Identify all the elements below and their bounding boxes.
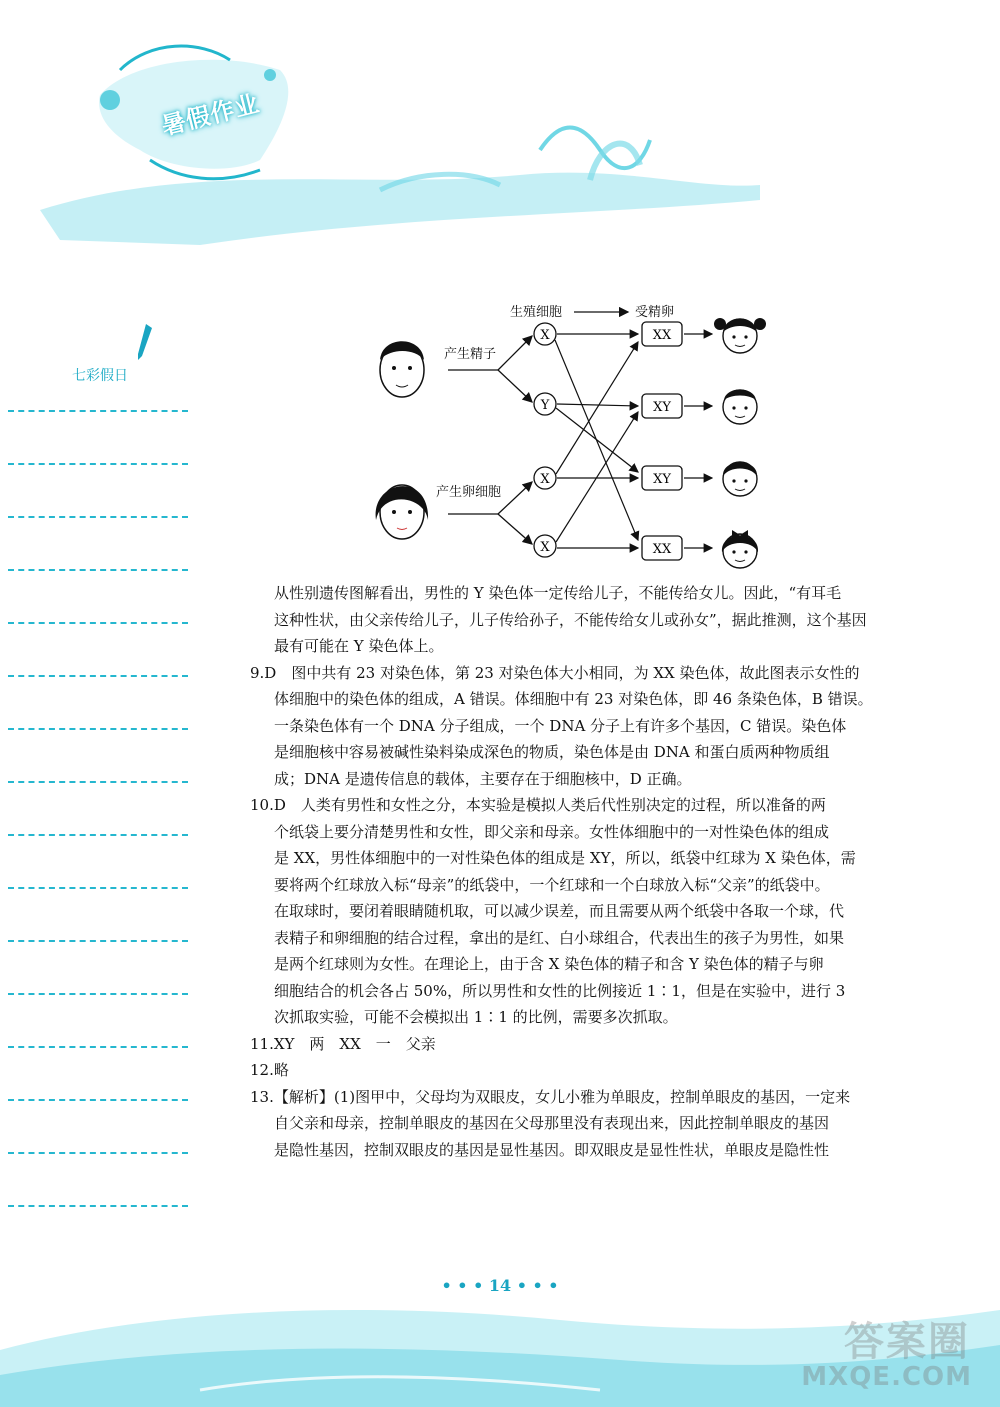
answer-13-line: 自父亲和母亲，控制单眼皮的基因在父母那里没有表现出来，因此控制单眼皮的基因 xyxy=(274,1114,830,1132)
answer-13-line: 是隐性基因，控制双眼皮的基因是显性基因。即双眼皮是显性性状，单眼皮是隐性性 xyxy=(274,1140,830,1159)
answer-10-line: 细胞结合的机会各占 50%，所以男性和女性的比例接近 1∶1，但是在实验中，进行 3 xyxy=(274,981,846,1000)
germ-cell xyxy=(534,535,556,557)
note-line xyxy=(8,781,188,783)
note-line xyxy=(8,622,188,624)
answer-11: 11.XY 两 XX 一 父亲 xyxy=(250,1034,436,1053)
germ-cell-header: 生殖细胞 xyxy=(510,305,563,320)
answer-9-line: 9.D 图中共有 23 对染色体，第 23 对染色体大小相同，为 XX 染色体，故此图表示女性的 xyxy=(250,663,860,682)
answer-10-line: 是 XX，男性体细胞中的一对性染色体的组成是 XY，所以，纸袋中红球为 X 染色体，需 xyxy=(274,849,856,867)
female-label: 产生卵细胞 xyxy=(436,485,502,500)
note-line xyxy=(8,1205,188,1207)
note-line xyxy=(8,728,188,730)
germ-cell xyxy=(534,323,556,345)
note-line xyxy=(8,834,188,836)
zygote-label: XY xyxy=(653,472,671,487)
zygote-box xyxy=(642,322,682,346)
page-number: • • • 14 • • • xyxy=(441,1276,559,1295)
note-line xyxy=(8,1099,188,1101)
father-face-icon xyxy=(380,341,424,397)
germ-cell-label: Y xyxy=(540,398,550,413)
answer-10-line: 在取球时，要闭着眼睛随机取，可以减少误差，而且需要从两个纸袋中各取一个球，代 xyxy=(274,902,845,920)
watermark-url: MXQE.COM xyxy=(801,1362,972,1392)
note-line xyxy=(8,940,188,942)
mother-face-icon xyxy=(376,485,428,539)
note-line xyxy=(8,463,188,465)
male-label: 产生精子 xyxy=(444,347,497,362)
zygote-header: 受精卵 xyxy=(635,305,675,320)
answer-13-line: 13.【解析】(1)图甲中，父母均为双眼皮，女儿小雅为单眼皮，控制单眼皮的基因，一定来 xyxy=(250,1087,851,1106)
germ-cell xyxy=(534,393,556,415)
note-line xyxy=(8,569,188,571)
answer-9-line: 成；DNA 是遗传信息的载体，主要存在于细胞核中，D 正确。 xyxy=(274,769,692,788)
note-line xyxy=(8,887,188,889)
zygote-box xyxy=(642,466,682,490)
germ-cell xyxy=(534,467,556,489)
note-line xyxy=(8,993,188,995)
pen-icon xyxy=(134,322,154,362)
germ-cell-label: X xyxy=(540,540,550,555)
note-line xyxy=(8,675,188,677)
zygote-label: XX xyxy=(652,328,672,343)
answer-9-line: 是细胞核中容易被碱性染料染成深色的物质，染色体是由 DNA 和蛋白质两种物质组 xyxy=(274,743,830,761)
zygote-box xyxy=(642,536,682,560)
answer-10-line: 个纸袋上要分清楚男性和女性，即父亲和母亲。女性体细胞中的一对性染色体的组成 xyxy=(274,822,830,841)
note-line xyxy=(8,1152,188,1154)
header-title: 暑假作业 xyxy=(158,88,263,141)
note-line xyxy=(8,516,188,518)
germ-cell-label: X xyxy=(540,328,550,343)
zygote-label: XY xyxy=(653,400,671,415)
note-line xyxy=(8,410,188,412)
intro-line: 从性别遗传图解看出，男性的 Y 染色体一定传给儿子，不能传给女儿。因此，“有耳毛 xyxy=(274,584,842,602)
boy-face-icon xyxy=(723,390,757,425)
zygote-box xyxy=(642,394,682,418)
answer-10-line: 次抓取实验，可能不会模拟出 1∶1 的比例，需要多次抓取。 xyxy=(274,1008,678,1026)
answer-9-line: 一条染色体有一个 DNA 分子组成，一个 DNA 分子上有许多个基因，C 错误。染色体 xyxy=(274,716,847,735)
germ-cell-label: X xyxy=(540,472,550,487)
sidebar-label: 七彩假日 xyxy=(72,368,128,384)
answer-10-line: 是两个红球则为女性。在理论上，由于含 X 染色体的精子和含 Y 染色体的精子与卵 xyxy=(274,955,824,973)
note-line xyxy=(8,1046,188,1048)
intro-line: 这种性状，由父亲传给儿子，儿子传给孙子，不能传给女儿或孙女”，据此推测，这个基因 xyxy=(274,610,867,629)
girl-face-icon xyxy=(714,318,766,353)
answer-text xyxy=(250,580,890,1163)
sex-inheritance-diagram xyxy=(360,290,800,580)
answer-9-line: 体细胞中的染色体的组成，A 错误。体细胞中有 23 对染色体，即 46 条染色体，B 错误。 xyxy=(274,690,873,708)
answer-10-line: 10.D 人类有男性和女性之分，本实验是模拟人类后代性别决定的过程，所以准备的两 xyxy=(250,796,826,814)
answer-12: 12.略 xyxy=(250,1061,289,1079)
watermark-logo: 答案圈 xyxy=(844,1319,970,1365)
zygote-label: XX xyxy=(652,542,672,557)
answer-10-line: 表精子和卵细胞的结合过程，拿出的是红、白小球组合，代表出生的孩子为男性，如果 xyxy=(274,928,845,947)
answer-10-line: 要将两个红球放入标“母亲”的纸袋中，一个红球和一个白球放入标“父亲”的纸袋中。 xyxy=(274,875,830,894)
girl-face-icon xyxy=(722,530,758,568)
intro-line: 最有可能在 Y 染色体上。 xyxy=(274,637,444,655)
boy-face-icon xyxy=(723,462,757,496)
